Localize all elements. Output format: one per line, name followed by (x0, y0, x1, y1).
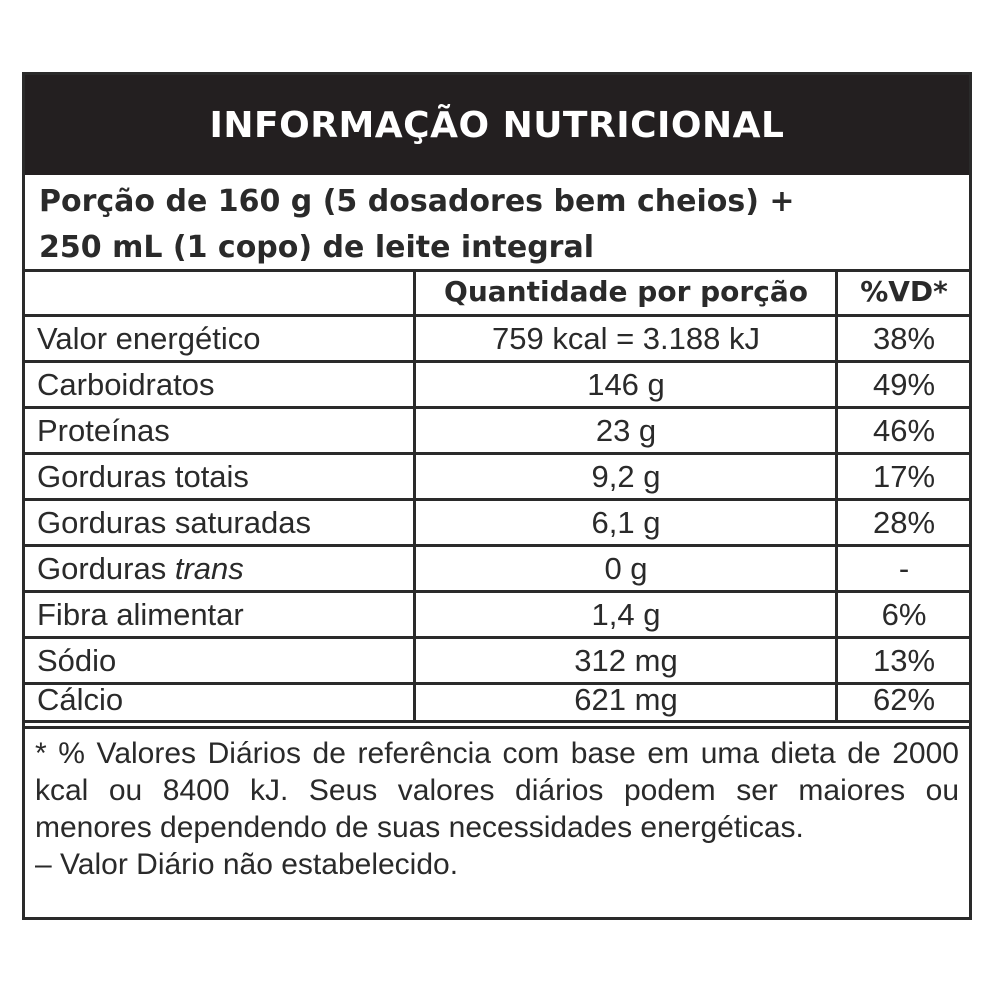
nutrient-name: Carboidratos (37, 367, 215, 402)
nutrient-quantity: 6,1 g (591, 505, 661, 540)
nutrient-dv: 62% (872, 682, 936, 717)
nutrient-dv: 38% (872, 321, 936, 356)
nutrient-dv: - (898, 551, 910, 586)
nutrient-name: Proteínas (37, 413, 170, 448)
nutrient-dv: 46% (872, 413, 936, 448)
nutrient-quantity: 312 mg (574, 643, 678, 678)
nutrient-dv: 13% (872, 643, 936, 678)
nutrient-name (37, 546, 412, 592)
nutrient-dv: 17% (872, 459, 936, 494)
nutrient-quantity: 621 mg (574, 682, 678, 717)
divider (25, 726, 969, 729)
portion-description (39, 179, 959, 271)
nutrient-name: Sódio (37, 643, 117, 678)
nutrient-quantity: 0 g (604, 551, 648, 586)
nutrient-quantity: 23 g (595, 413, 657, 448)
nutrient-quantity: 1,4 g (591, 597, 661, 632)
column-header-quantity: Quantidade por porção (444, 275, 808, 308)
portion-line-1: Porção de 160 g (5 dosadores bem cheios) + (39, 184, 795, 219)
nutrition-facts-label (22, 72, 972, 920)
label-title: INFORMAÇÃO NUTRICIONAL (25, 75, 969, 175)
column-header-dv: %VD* (860, 275, 948, 308)
footnote (35, 735, 959, 883)
nutrient-quantity: 9,2 g (591, 459, 661, 494)
nutrient-name: Cálcio (37, 682, 124, 717)
nutrient-name: Gorduras totais (37, 459, 249, 494)
nutrient-name-prefix: Gorduras (37, 551, 175, 586)
column-divider (835, 269, 838, 723)
nutrient-name: Valor energético (37, 321, 261, 356)
nutrient-name: Gorduras saturadas (37, 505, 311, 540)
nutrient-dv: 28% (872, 505, 936, 540)
portion-line-2: 250 mL (1 copo) de leite integral (39, 230, 594, 265)
nutrient-quantity: 759 kcal = 3.188 kJ (492, 321, 760, 356)
footnote-not-established: – Valor Diário não estabelecido. (35, 848, 459, 881)
nutrient-name: Fibra alimentar (37, 597, 244, 632)
nutrient-quantity: 146 g (587, 367, 665, 402)
footnote-dv-reference: * % Valores Diários de referência com base em uma dieta de 2000 kcal ou 8400 kJ. Seus valores diários podem ser maiores ou menores dependendo de suas necessidades energéticas. (35, 737, 959, 844)
column-divider (413, 269, 416, 723)
nutrient-dv: 49% (872, 367, 936, 402)
nutrient-name-italic: trans (174, 551, 244, 586)
nutrient-dv: 6% (881, 597, 927, 632)
